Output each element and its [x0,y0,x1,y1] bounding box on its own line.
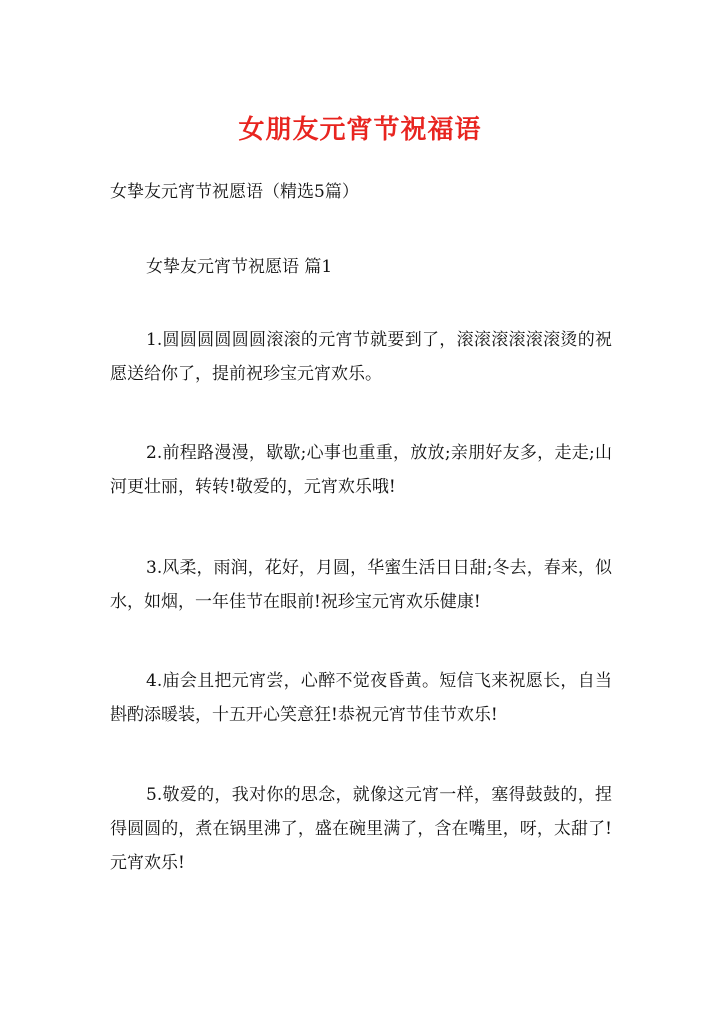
document-subtitle: 女挚友元宵节祝愿语（精选5篇） [110,182,359,202]
paragraph-4-text: 4.庙会且把元宵尝，心醉不觉夜昏黄。短信飞来祝愿长，自当斟酌添暖装，十五开心笑意狂!恭祝元宵节佳节欢乐! [110,671,612,725]
paragraph-1-text: 1.圆圆圆圆圆圆滚滚的元宵节就要到了，滚滚滚滚滚滚烫的祝愿送给你了，提前祝珍宝元宵欢乐。 [110,330,612,384]
paragraph-5 [110,778,612,880]
paragraph-1 [110,323,612,391]
paragraph-4 [110,664,612,732]
paragraph-5-text: 5.敬爱的，我对你的思念，就像这元宵一样，塞得鼓鼓的，捏得圆圆的，煮在锅里沸了，盛在碗里满了，含在嘴里，呀，太甜了!元宵欢乐! [110,785,612,873]
paragraph-2 [110,436,612,504]
paragraph-3-text: 3.风柔，雨润，花好，月圆，华蜜生活日日甜;冬去，春来，似水，如烟，一年佳节在眼前!祝珍宝元宵欢乐健康! [110,558,612,612]
section-heading: 女挚友元宵节祝愿语 篇1 [146,257,333,277]
paragraph-2-text: 2.前程路漫漫，歇歇;心事也重重，放放;亲朋好友多，走走;山河更壮丽，转转!敬爱的，元宵欢乐哦! [110,443,612,497]
paragraph-3 [110,551,612,619]
document-title: 女朋友元宵节祝福语 [238,115,482,145]
